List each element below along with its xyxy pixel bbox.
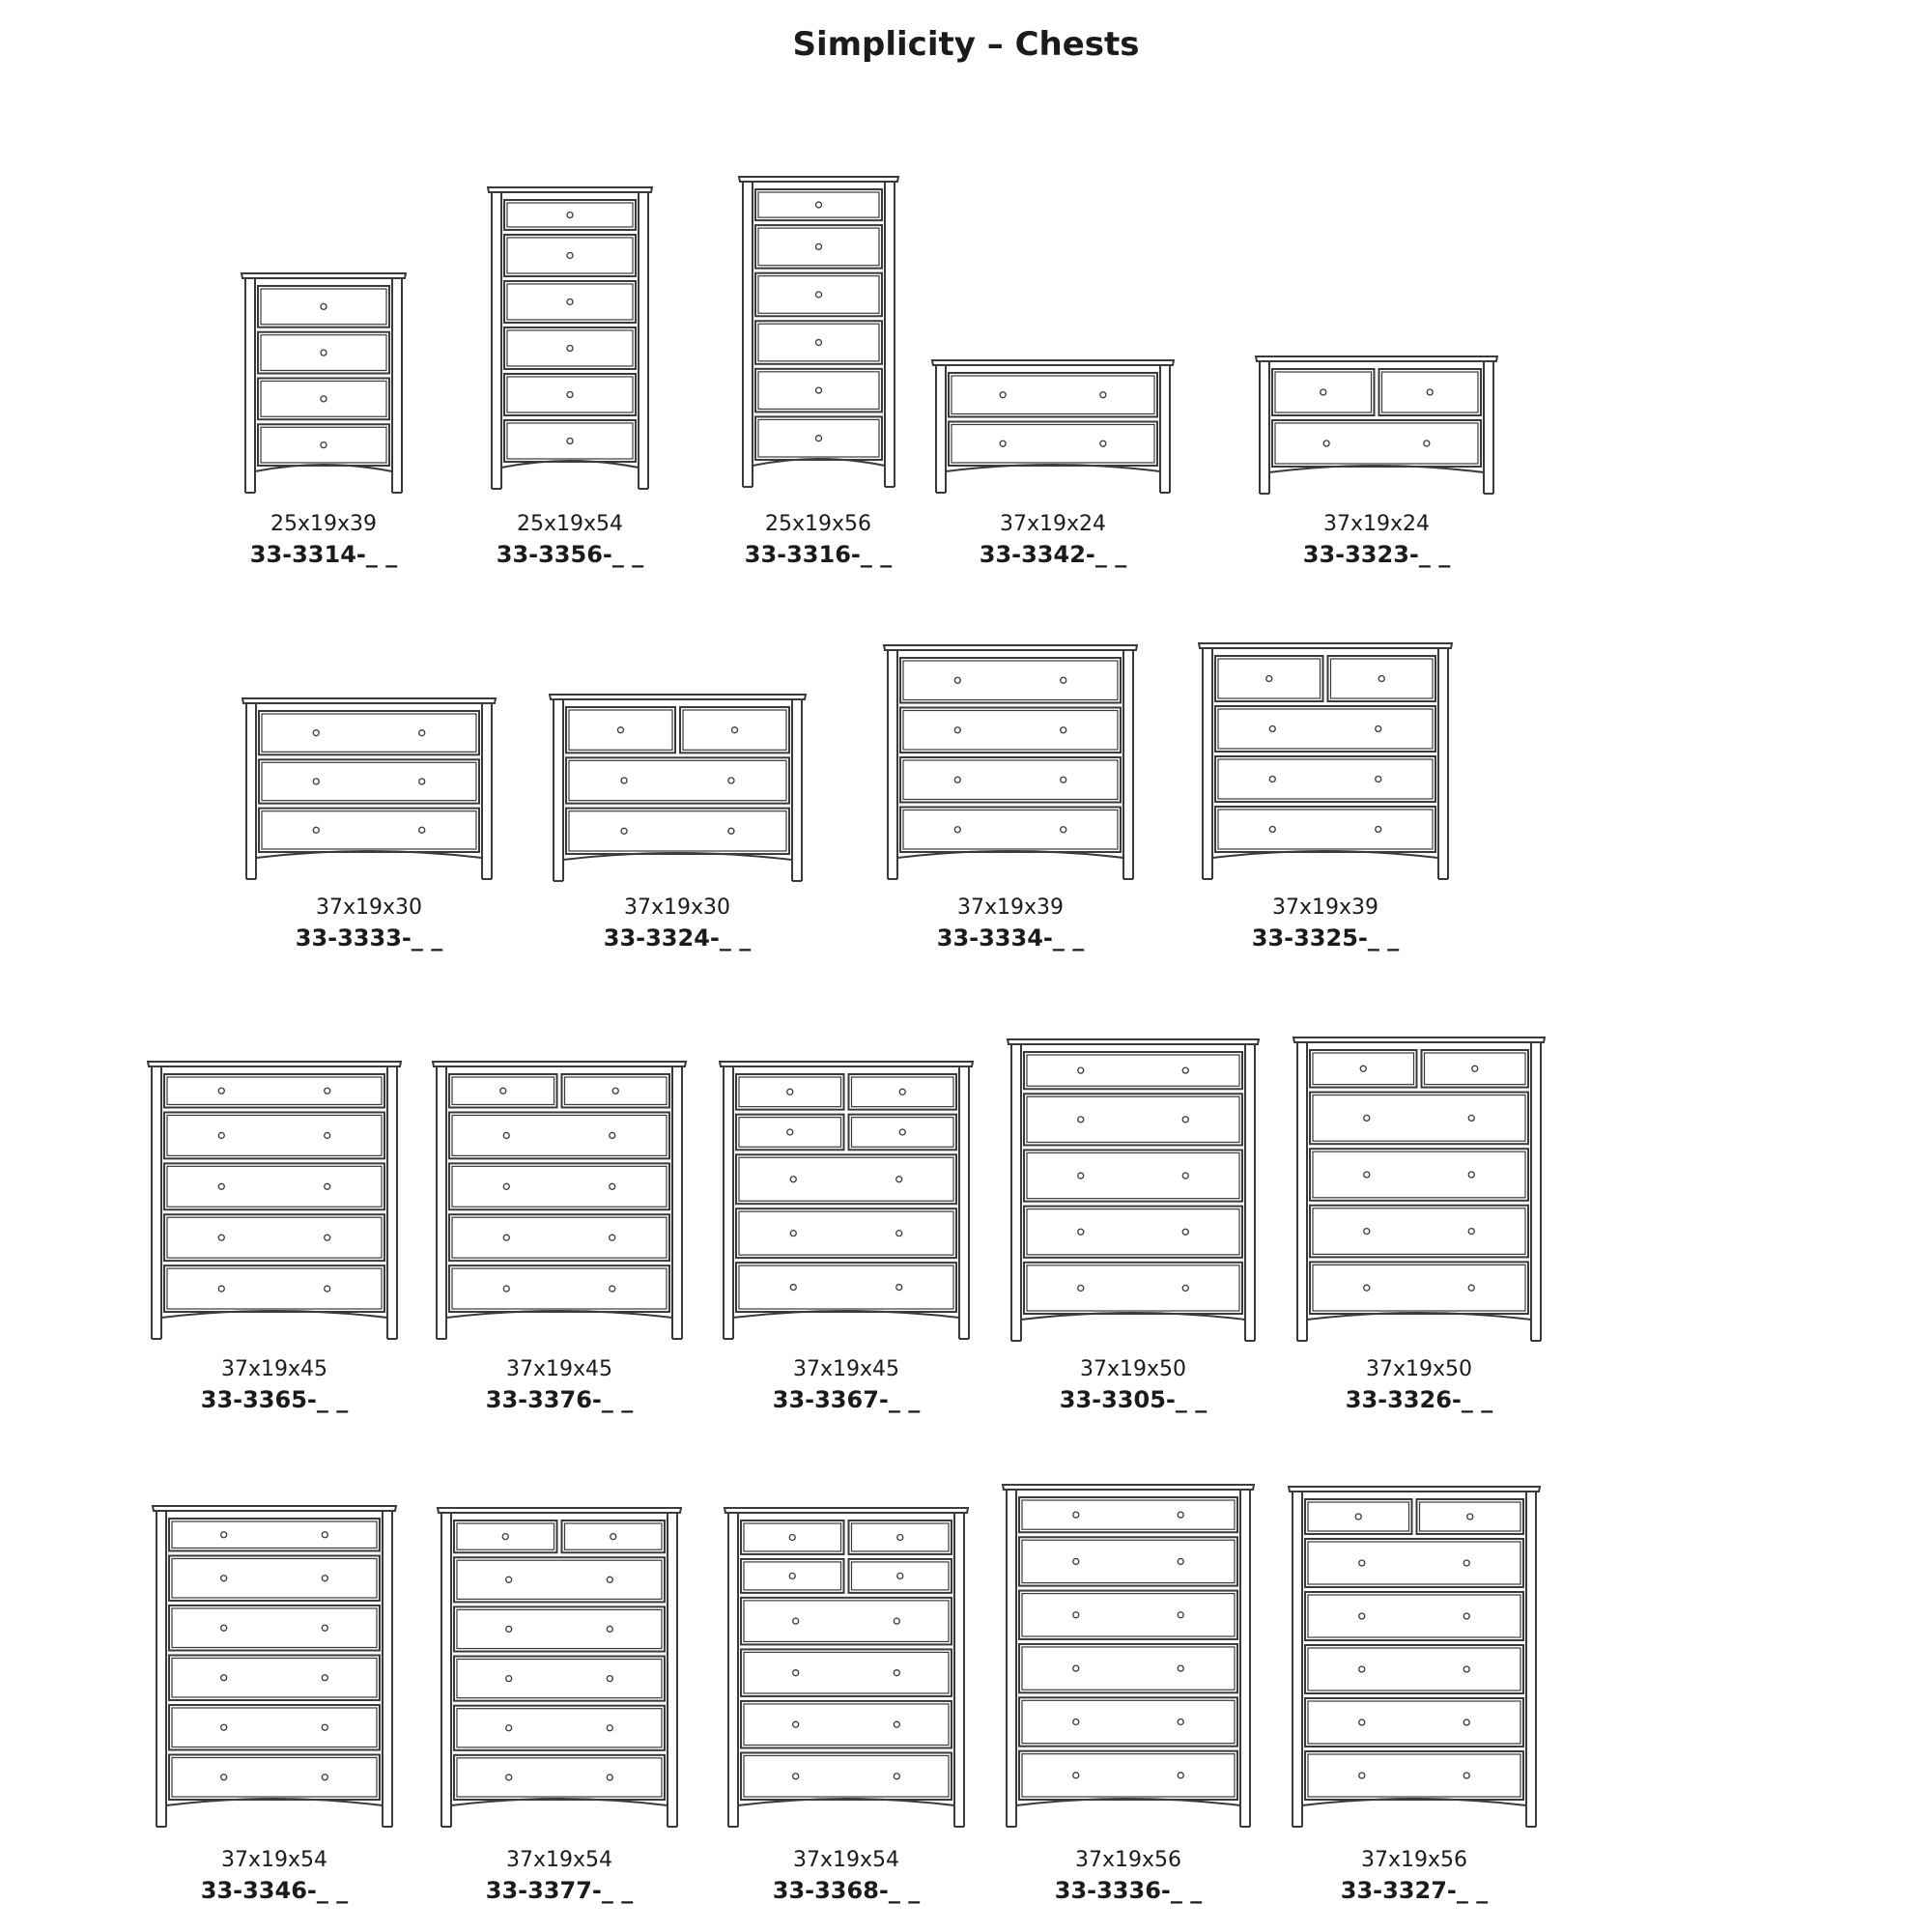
chest-top (1293, 1037, 1545, 1042)
chest-sku: 33-3314-_ _ (249, 541, 398, 568)
drawer-front (1024, 1207, 1242, 1258)
drawer-front (454, 1706, 665, 1750)
chest-dimensions: 37x19x50 (1365, 1357, 1473, 1381)
chest-sku: 33-3316-_ _ (744, 541, 893, 568)
chest-sku: 33-3368-_ _ (772, 1877, 921, 1904)
chest-sku: 33-3334-_ _ (936, 924, 1085, 952)
drawer-front (566, 757, 789, 803)
drawer-front (1019, 1751, 1237, 1800)
chest-sku: 33-3367-_ _ (772, 1386, 921, 1413)
drawer-front (900, 708, 1121, 753)
drawer-front (258, 379, 389, 420)
drawer-front (741, 1649, 952, 1696)
drawer-front (566, 707, 675, 753)
chest-sku: 33-3356-_ _ (496, 541, 644, 568)
drawer-front (741, 1701, 952, 1748)
chest-item (1199, 642, 1452, 974)
drawer-front (1379, 369, 1482, 415)
chest-dimensions: 37x19x30 (315, 895, 423, 920)
drawer-front (1019, 1591, 1237, 1639)
chest-dimensions: 37x19x39 (1271, 895, 1379, 920)
drawer-front (736, 1115, 844, 1151)
drawer-front (164, 1112, 384, 1158)
drawer-front (562, 1520, 666, 1552)
drawer-front (849, 1520, 952, 1554)
chest-top (1199, 643, 1452, 648)
chest-top (724, 1508, 968, 1513)
chest-drawing (488, 186, 652, 491)
chest-dimensions: 37x19x45 (792, 1357, 900, 1381)
drawer-front (736, 1208, 956, 1258)
drawer-front (504, 374, 636, 415)
drawer-front (755, 321, 882, 364)
chest-top (884, 645, 1137, 650)
drawer-front (949, 422, 1157, 467)
drawer-front (741, 1752, 952, 1800)
chest-sku: 33-3342-_ _ (979, 541, 1127, 568)
drawer-front (1215, 706, 1435, 752)
drawer-front (1328, 656, 1436, 701)
drawer-front (449, 1074, 557, 1107)
drawer-front (258, 424, 389, 466)
chest-top (433, 1062, 686, 1066)
drawer-front (1024, 1052, 1242, 1089)
drawer-front (504, 327, 636, 369)
chest-dimensions: 25x19x54 (516, 512, 624, 536)
drawer-front (504, 420, 636, 462)
drawer-front (1305, 1645, 1523, 1693)
chest-sku: 33-3376-_ _ (485, 1386, 634, 1413)
chest-drawing (724, 1507, 968, 1829)
chest-item (148, 1061, 401, 1435)
drawer-front (900, 658, 1121, 703)
drawer-front (169, 1519, 380, 1550)
chest-top (1256, 356, 1497, 361)
chest-dimensions: 25x19x56 (764, 512, 872, 536)
drawer-front (741, 1520, 844, 1554)
chest-top (438, 1508, 681, 1513)
chest-drawing (932, 359, 1174, 495)
chest-top (932, 360, 1174, 365)
chest-item (1256, 355, 1497, 590)
drawer-front (1305, 1499, 1412, 1534)
chest-item (242, 272, 406, 590)
chest-dimensions: 37x19x24 (999, 512, 1107, 536)
drawer-front (1310, 1050, 1417, 1088)
page-title: Simplicity – Chests (792, 25, 1140, 64)
chest-dimensions: 37x19x54 (220, 1848, 328, 1872)
chest-item (433, 1061, 686, 1435)
drawer-front (169, 1705, 380, 1750)
chest-item (932, 359, 1174, 590)
chest-dimensions: 37x19x56 (1074, 1848, 1182, 1872)
chest-sku: 33-3327-_ _ (1340, 1877, 1489, 1904)
chest-dimensions: 37x19x24 (1322, 512, 1431, 536)
drawer-front (169, 1655, 380, 1700)
drawer-front (900, 808, 1121, 853)
drawer-front (755, 273, 882, 317)
chest-drawing (1003, 1484, 1254, 1829)
drawer-front (1305, 1592, 1523, 1640)
chest-sku: 33-3333-_ _ (295, 924, 443, 952)
chest-drawing (550, 694, 806, 883)
drawer-front (755, 369, 882, 412)
chest-item (720, 1061, 973, 1435)
chest-top (242, 698, 496, 703)
drawer-front (741, 1559, 844, 1593)
drawer-front (164, 1163, 384, 1209)
chest-drawing (1289, 1486, 1540, 1829)
drawer-front (169, 1754, 380, 1800)
drawer-front (454, 1657, 665, 1701)
chest-sku: 33-3325-_ _ (1251, 924, 1400, 952)
drawer-front (169, 1555, 380, 1601)
chest-drawing (1293, 1037, 1545, 1343)
drawer-front (454, 1606, 665, 1651)
chest-top (242, 273, 406, 278)
drawer-front (164, 1214, 384, 1261)
chest-dimensions: 37x19x39 (956, 895, 1065, 920)
chest-drawing (433, 1061, 686, 1341)
drawer-front (1019, 1644, 1237, 1692)
drawer-front (1019, 1497, 1237, 1532)
chest-item (1289, 1486, 1540, 1926)
chest-top (550, 695, 806, 699)
drawer-front (949, 373, 1157, 417)
drawer-front (849, 1074, 957, 1110)
chest-item (1293, 1037, 1545, 1435)
chest-item (1003, 1484, 1254, 1926)
drawer-front (1019, 1537, 1237, 1585)
chest-sku: 33-3326-_ _ (1345, 1386, 1493, 1413)
drawer-front (258, 332, 389, 374)
drawer-front (454, 1520, 557, 1552)
chest-drawing (739, 176, 898, 489)
drawer-front (1272, 420, 1481, 467)
drawer-front (736, 1074, 844, 1110)
chest-item (724, 1507, 968, 1926)
drawer-front (1305, 1698, 1523, 1747)
drawer-front (849, 1115, 957, 1151)
chest-dimensions: 37x19x45 (220, 1357, 328, 1381)
chest-dimensions: 37x19x50 (1079, 1357, 1187, 1381)
chest-drawing (438, 1507, 681, 1829)
chest-top (1008, 1039, 1259, 1044)
drawer-front (259, 711, 479, 754)
chest-sku: 33-3305-_ _ (1059, 1386, 1208, 1413)
chest-dimensions: 25x19x39 (270, 512, 378, 536)
chest-dimensions: 37x19x45 (505, 1357, 613, 1381)
chest-drawing (884, 644, 1137, 881)
drawer-front (164, 1074, 384, 1107)
drawer-front (736, 1263, 956, 1312)
chest-sku: 33-3365-_ _ (200, 1386, 349, 1413)
drawer-front (1310, 1149, 1528, 1201)
drawer-front (900, 757, 1121, 803)
chest-item (153, 1505, 396, 1926)
chest-item (1008, 1038, 1259, 1435)
drawer-front (1215, 656, 1323, 701)
drawer-front (1024, 1094, 1242, 1145)
chest-sku: 33-3377-_ _ (485, 1877, 634, 1904)
drawer-front (1019, 1697, 1237, 1746)
drawer-front (562, 1074, 670, 1107)
drawer-front (504, 235, 636, 276)
chest-drawing (1008, 1038, 1259, 1343)
chest-item (488, 186, 652, 590)
drawer-front (1422, 1050, 1529, 1088)
chest-sku: 33-3324-_ _ (603, 924, 752, 952)
chest-item (550, 694, 806, 974)
chest-top (1003, 1485, 1254, 1490)
drawer-front (1272, 369, 1375, 415)
chest-item (739, 176, 898, 590)
chest-dimensions: 37x19x30 (623, 895, 731, 920)
chest-top (720, 1062, 973, 1066)
chest-dimensions: 37x19x56 (1360, 1848, 1468, 1872)
drawer-front (1215, 807, 1435, 852)
drawer-front (755, 225, 882, 269)
chest-dimensions: 37x19x54 (792, 1848, 900, 1872)
chest-top (739, 177, 898, 182)
drawer-front (566, 809, 789, 854)
drawer-front (1305, 1751, 1523, 1800)
drawer-front (504, 200, 636, 230)
drawer-front (449, 1214, 669, 1261)
drawer-front (1305, 1539, 1523, 1587)
chest-sku: 33-3323-_ _ (1302, 541, 1451, 568)
drawer-front (741, 1598, 952, 1645)
drawer-front (755, 416, 882, 460)
chest-drawing (1199, 642, 1452, 881)
drawer-front (454, 1557, 665, 1602)
chest-drawing (242, 697, 496, 881)
chest-sku: 33-3346-_ _ (200, 1877, 349, 1904)
drawer-front (1024, 1263, 1242, 1314)
chest-drawing (1256, 355, 1497, 496)
drawer-front (1310, 1262, 1528, 1314)
chest-dimensions: 37x19x54 (505, 1848, 613, 1872)
drawer-front (1310, 1093, 1528, 1145)
drawer-front (259, 809, 479, 852)
drawer-front (680, 707, 789, 753)
drawer-front (1310, 1206, 1528, 1258)
drawer-front (259, 759, 479, 803)
drawer-front (454, 1755, 665, 1800)
chest-drawing (153, 1505, 396, 1829)
chest-sku: 33-3336-_ _ (1054, 1877, 1203, 1904)
chest-item (438, 1507, 681, 1926)
chest-drawing (242, 272, 406, 495)
drawer-front (164, 1265, 384, 1312)
chest-drawing (720, 1061, 973, 1341)
chest-top (488, 187, 652, 192)
drawer-front (755, 189, 882, 220)
chest-item (242, 697, 496, 974)
drawer-front (1215, 756, 1435, 802)
chest-top (153, 1506, 396, 1511)
drawer-front (169, 1605, 380, 1651)
drawer-front (258, 286, 389, 327)
drawer-front (1417, 1499, 1524, 1534)
drawer-front (449, 1265, 669, 1312)
drawer-front (1024, 1150, 1242, 1201)
chest-top (1289, 1487, 1540, 1492)
drawer-front (736, 1154, 956, 1204)
drawer-front (504, 281, 636, 323)
chest-top (148, 1062, 401, 1066)
drawer-front (849, 1559, 952, 1593)
chest-drawing (148, 1061, 401, 1341)
chest-item (884, 644, 1137, 974)
drawer-front (449, 1112, 669, 1158)
drawer-front (449, 1163, 669, 1209)
